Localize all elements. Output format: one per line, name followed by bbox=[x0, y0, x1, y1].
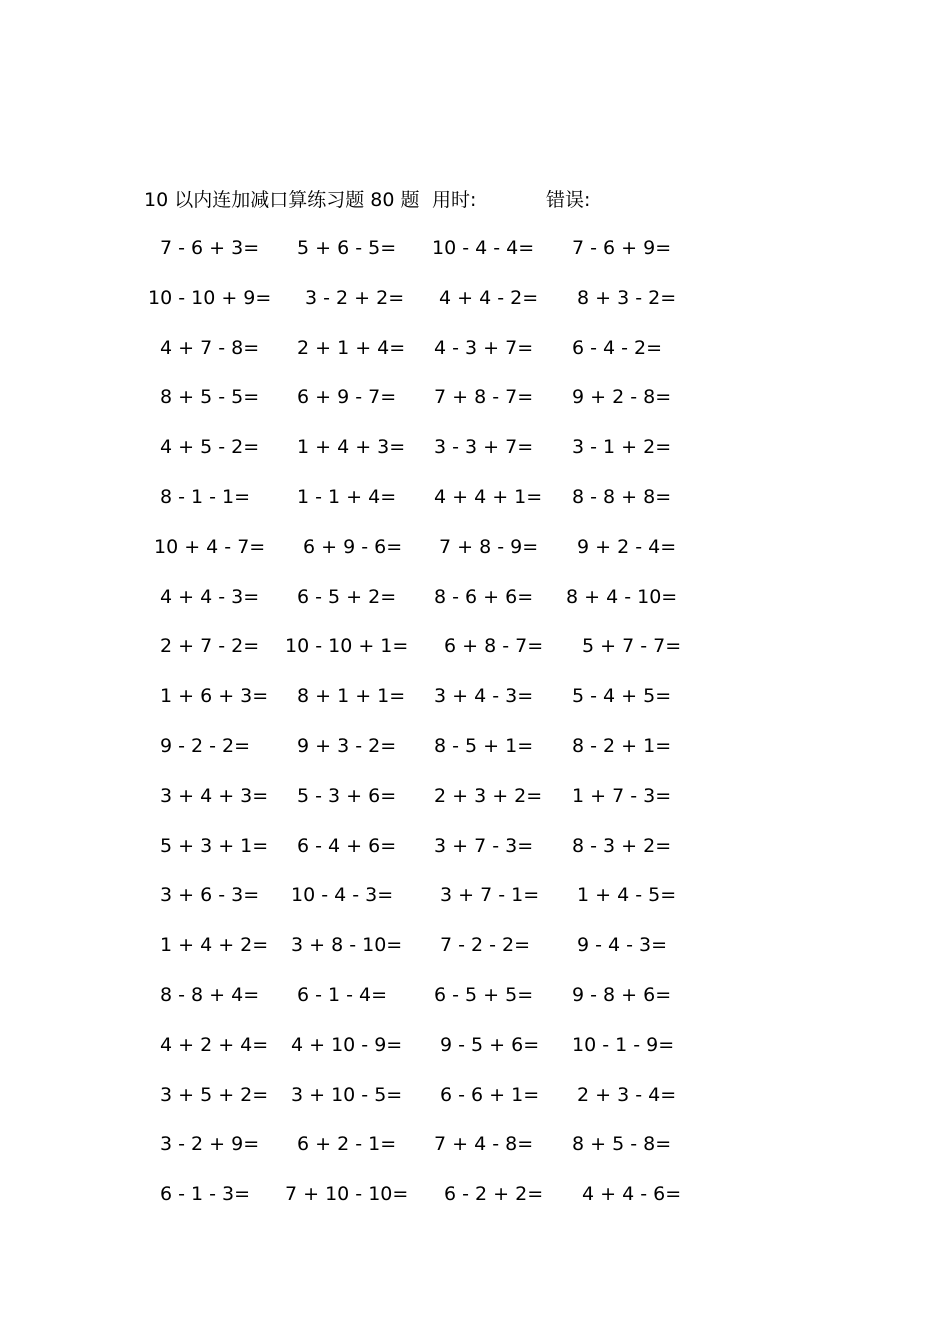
problem-item: 6 - 5 + 5= bbox=[434, 983, 534, 1006]
problem-item: 1 - 1 + 4= bbox=[297, 485, 397, 508]
problem-item: 5 - 4 + 5= bbox=[572, 685, 672, 708]
problem-item: 6 - 5 + 2= bbox=[297, 585, 397, 608]
problem-item: 9 - 5 + 6= bbox=[440, 1033, 540, 1056]
problem-item: 7 - 6 + 3= bbox=[160, 237, 260, 259]
worksheet-title: 10 以内连加减口算练习题 80 题 bbox=[144, 189, 420, 211]
problem-item: 6 - 1 - 4= bbox=[297, 983, 388, 1006]
problem-item: 7 + 4 - 8= bbox=[434, 1133, 534, 1156]
problem-item: 8 - 6 + 6= bbox=[434, 585, 534, 608]
problem-item: 8 - 5 + 1= bbox=[434, 734, 534, 757]
problem-item: 1 + 6 + 3= bbox=[160, 685, 269, 708]
problem-item: 9 + 2 - 4= bbox=[577, 535, 677, 558]
problem-item: 8 - 8 + 8= bbox=[572, 485, 672, 508]
problem-item: 5 + 3 + 1= bbox=[160, 834, 269, 857]
problem-item: 8 - 1 - 1= bbox=[160, 485, 251, 508]
problem-row bbox=[144, 782, 704, 832]
problem-item: 4 - 3 + 7= bbox=[434, 336, 534, 359]
problem-row bbox=[144, 732, 704, 782]
problem-item: 2 + 7 - 2= bbox=[160, 635, 260, 658]
problem-item: 3 - 3 + 7= bbox=[434, 436, 534, 459]
problem-item: 9 + 3 - 2= bbox=[297, 734, 397, 757]
problem-item: 10 - 4 - 4= bbox=[432, 237, 535, 259]
problem-item: 8 - 3 + 2= bbox=[572, 834, 672, 857]
problem-item: 1 + 4 + 2= bbox=[160, 934, 269, 957]
problem-item: 5 - 3 + 6= bbox=[297, 784, 397, 807]
problem-item: 10 - 1 - 9= bbox=[572, 1033, 675, 1056]
problem-row bbox=[144, 383, 704, 433]
problem-row bbox=[144, 931, 704, 981]
problem-item: 8 + 5 - 5= bbox=[160, 386, 260, 409]
problem-item: 9 + 2 - 8= bbox=[572, 386, 672, 409]
problem-item: 9 - 2 - 2= bbox=[160, 734, 251, 757]
problem-row bbox=[144, 1130, 704, 1180]
problem-item: 6 + 2 - 1= bbox=[297, 1133, 397, 1156]
problem-item: 4 + 2 + 4= bbox=[160, 1033, 269, 1056]
problem-item: 4 + 4 - 6= bbox=[582, 1183, 682, 1206]
problem-item: 7 + 8 - 9= bbox=[439, 535, 539, 558]
problem-row bbox=[144, 284, 704, 334]
problem-item: 5 + 7 - 7= bbox=[582, 635, 682, 658]
problem-item: 8 - 8 + 4= bbox=[160, 983, 260, 1006]
problem-item: 6 + 9 - 6= bbox=[303, 535, 403, 558]
problem-row bbox=[144, 981, 704, 1031]
problem-item: 6 - 2 + 2= bbox=[444, 1183, 544, 1206]
problem-item: 8 - 2 + 1= bbox=[572, 734, 672, 757]
problem-item: 3 + 6 - 3= bbox=[160, 884, 260, 907]
problem-row bbox=[144, 483, 704, 533]
problem-item: 4 + 7 - 8= bbox=[160, 336, 260, 359]
problem-item: 4 + 5 - 2= bbox=[160, 436, 260, 459]
problem-item: 7 - 6 + 9= bbox=[572, 237, 672, 259]
problem-row bbox=[144, 1081, 704, 1131]
problem-item: 6 - 6 + 1= bbox=[440, 1083, 540, 1106]
problem-item: 6 - 1 - 3= bbox=[160, 1183, 251, 1206]
problem-item: 3 - 1 + 2= bbox=[572, 436, 672, 459]
problem-item: 4 + 10 - 9= bbox=[291, 1033, 403, 1056]
problem-row bbox=[144, 334, 704, 384]
problem-item: 6 - 4 + 6= bbox=[297, 834, 397, 857]
problem-item: 3 + 4 + 3= bbox=[160, 784, 269, 807]
problem-row bbox=[144, 632, 704, 682]
problem-item: 8 + 5 - 8= bbox=[572, 1133, 672, 1156]
problem-item: 1 + 4 + 3= bbox=[297, 436, 406, 459]
problem-item: 6 - 4 - 2= bbox=[572, 336, 663, 359]
errors-label: 错误: bbox=[546, 189, 591, 211]
problem-item: 4 + 4 + 1= bbox=[434, 485, 543, 508]
problem-item: 3 - 2 + 9= bbox=[160, 1133, 260, 1156]
problem-row bbox=[144, 682, 704, 732]
problem-row bbox=[144, 433, 704, 483]
problem-item: 4 + 4 - 2= bbox=[439, 286, 539, 309]
problem-item: 3 - 2 + 2= bbox=[305, 286, 405, 309]
problem-item: 2 + 3 - 4= bbox=[577, 1083, 677, 1106]
problem-item: 1 + 4 - 5= bbox=[577, 884, 677, 907]
problem-item: 5 + 6 - 5= bbox=[297, 237, 397, 259]
problem-item: 9 - 4 - 3= bbox=[577, 934, 668, 957]
problem-item: 3 + 8 - 10= bbox=[291, 934, 403, 957]
problem-row bbox=[144, 533, 704, 583]
problem-item: 8 + 1 + 1= bbox=[297, 685, 406, 708]
problem-item: 8 + 3 - 2= bbox=[577, 286, 677, 309]
problem-item: 7 + 10 - 10= bbox=[285, 1183, 409, 1206]
problem-row bbox=[144, 1180, 704, 1230]
problem-grid bbox=[144, 234, 704, 1230]
problem-item: 6 + 9 - 7= bbox=[297, 386, 397, 409]
problem-item: 7 - 2 - 2= bbox=[440, 934, 531, 957]
problem-item: 10 - 10 + 1= bbox=[285, 635, 409, 658]
problem-item: 10 - 4 - 3= bbox=[291, 884, 394, 907]
problem-item: 4 + 4 - 3= bbox=[160, 585, 260, 608]
problem-item: 10 - 10 + 9= bbox=[148, 286, 272, 309]
problem-item: 2 + 1 + 4= bbox=[297, 336, 406, 359]
problem-item: 9 - 8 + 6= bbox=[572, 983, 672, 1006]
problem-item: 6 + 8 - 7= bbox=[444, 635, 544, 658]
problem-row bbox=[144, 832, 704, 882]
problem-item: 10 + 4 - 7= bbox=[154, 535, 266, 558]
problem-item: 8 + 4 - 10= bbox=[566, 585, 678, 608]
problem-row bbox=[144, 881, 704, 931]
problem-item: 3 + 7 - 1= bbox=[440, 884, 540, 907]
problem-item: 2 + 3 + 2= bbox=[434, 784, 543, 807]
problem-item: 3 + 10 - 5= bbox=[291, 1083, 403, 1106]
problem-item: 3 + 5 + 2= bbox=[160, 1083, 269, 1106]
time-label: 用时: bbox=[432, 189, 477, 211]
problem-item: 7 + 8 - 7= bbox=[434, 386, 534, 409]
problem-item: 1 + 7 - 3= bbox=[572, 784, 672, 807]
problem-item: 3 + 7 - 3= bbox=[434, 834, 534, 857]
problem-row bbox=[144, 234, 704, 284]
problem-row bbox=[144, 583, 704, 633]
problem-item: 3 + 4 - 3= bbox=[434, 685, 534, 708]
problem-row bbox=[144, 1031, 704, 1081]
